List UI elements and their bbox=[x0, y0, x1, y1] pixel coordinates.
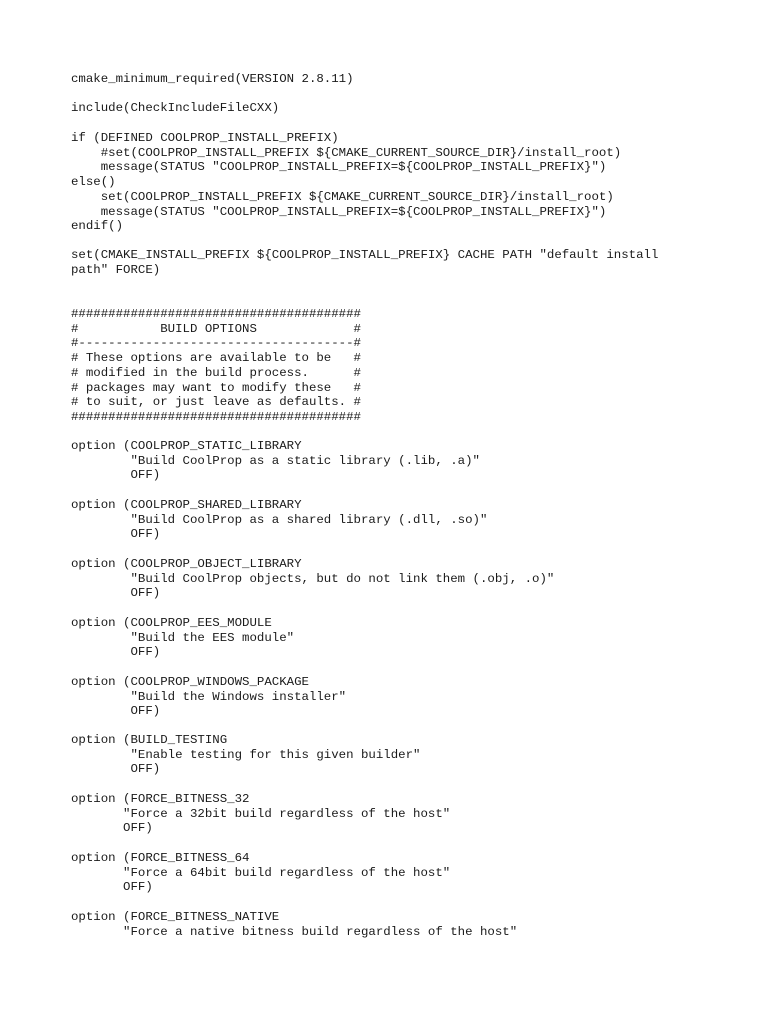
set-install-prefix-line: set(CMAKE_INSTALL_PREFIX ${COOLPROP_INSTALL_PREFIX} CACHE PATH "default install path" FORCE) bbox=[71, 248, 659, 277]
option-ees-module: option (COOLPROP_EES_MODULE "Build the EES module" OFF) bbox=[71, 616, 295, 660]
option-force-bitness-32: option (FORCE_BITNESS_32 "Force a 32bit build regardless of the host" OFF) bbox=[71, 792, 451, 836]
option-windows-package: option (COOLPROP_WINDOWS_PACKAGE "Build the Windows installer" OFF) bbox=[71, 675, 347, 719]
option-build-testing: option (BUILD_TESTING "Enable testing for this given builder" OFF) bbox=[71, 733, 421, 777]
include-line: include(CheckIncludeFileCXX) bbox=[71, 101, 280, 115]
option-force-bitness-64: option (FORCE_BITNESS_64 "Force a 64bit build regardless of the host" OFF) bbox=[71, 851, 451, 895]
install-prefix-if-block: if (DEFINED COOLPROP_INSTALL_PREFIX) #set(COOLPROP_INSTALL_PREFIX ${CMAKE_CURRENT_SOURCE_DIR}/install_root) message(STATUS "COOLPROP_INSTALL_PREFIX=${COOLPROP_INSTALL_PREFIX}") else() set(COOLPROP_INSTALL_PREFIX ${CMAKE_CURRENT_SOURCE_DIR}/install_root) message(STATUS "COOLPROP_INSTALL_PREFIX=${COOLPROP_INSTALL_PREFIX}") endif() bbox=[71, 131, 622, 234]
build-options-comment-banner: ####################################### # BUILD OPTIONS # #-------------------------------------# # These options are available to be # # modified in the build process. # # packages may want to modify these # # to suit, or just leave as defaults. # ####################################### bbox=[71, 307, 361, 424]
option-force-bitness-native: option (FORCE_BITNESS_NATIVE "Force a native bitness build regardless of the host" bbox=[71, 910, 518, 939]
option-shared-library: option (COOLPROP_SHARED_LIBRARY "Build CoolProp as a shared library (.dll, .so)" OFF) bbox=[71, 498, 488, 542]
option-object-library: option (COOLPROP_OBJECT_LIBRARY "Build CoolProp objects, but do not link them (.obj, .o)" OFF) bbox=[71, 557, 555, 601]
option-static-library: option (COOLPROP_STATIC_LIBRARY "Build CoolProp as a static library (.lib, .a)" OFF) bbox=[71, 439, 480, 483]
cmake-minimum-required-line: cmake_minimum_required(VERSION 2.8.11) bbox=[71, 72, 354, 86]
